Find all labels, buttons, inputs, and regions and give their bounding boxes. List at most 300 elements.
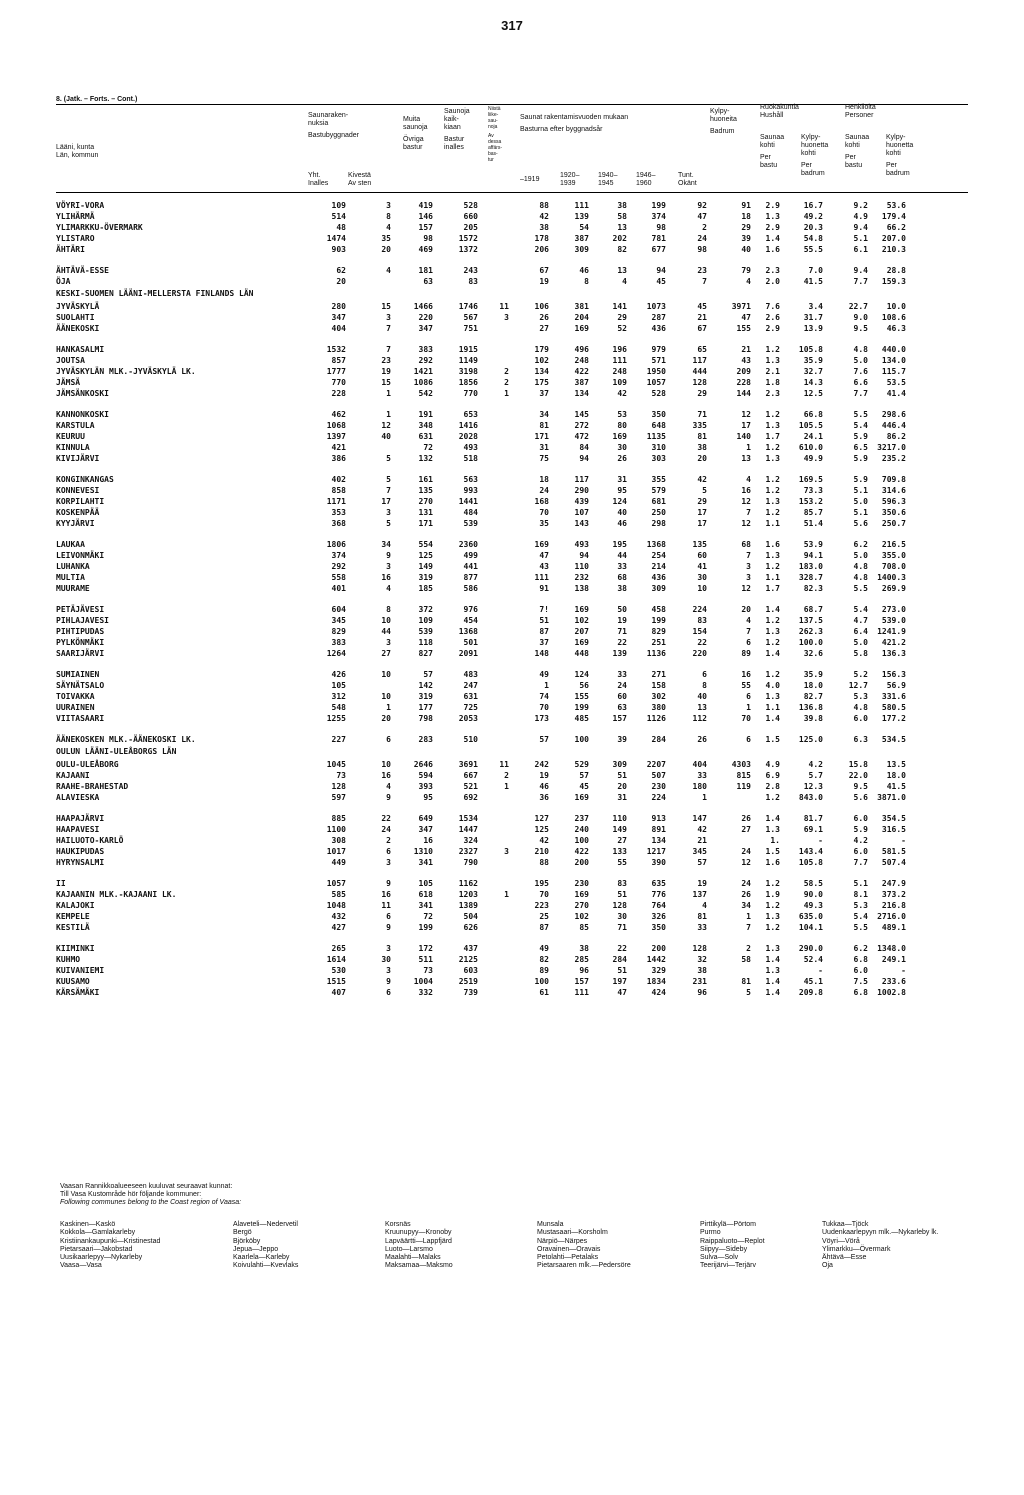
cell-col-12: 1.3 [765, 356, 780, 365]
row-gap [0, 464, 1024, 474]
cell-col-15: 1348.0 [877, 944, 906, 953]
cell-col-5: 2 [504, 771, 509, 780]
cell-col-13: 105.8 [798, 858, 823, 867]
cell-col-10: 96 [697, 988, 707, 997]
cell-col-5: 1 [504, 389, 509, 398]
cell-col-11: 26 [741, 890, 751, 899]
cell-col-7: 285 [574, 955, 589, 964]
cell-col-12: 1.3 [765, 692, 780, 701]
cell-col-2: 30 [381, 955, 391, 964]
cell-col-12: 4.0 [765, 681, 780, 690]
cell-col-12: 1.6 [765, 540, 780, 549]
cell-col-10: 83 [697, 616, 707, 625]
cell-col-1: 345 [331, 616, 346, 625]
cell-col-13: 45.1 [803, 977, 823, 986]
cell-col-3: 319 [418, 692, 433, 701]
cell-col-4: 3198 [458, 367, 478, 376]
cell-col-9: 98 [656, 223, 666, 232]
cell-col-4: 1162 [458, 879, 478, 888]
cell-col-4: 2091 [458, 649, 478, 658]
table-row [0, 323, 1024, 334]
cell-col-11: 3 [746, 573, 751, 582]
table-row [0, 496, 1024, 507]
cell-col-7: 169 [574, 324, 589, 333]
municipality-entry: Pirttikylä—Pörtom [700, 1221, 757, 1228]
cell-col-7: 94 [579, 454, 589, 463]
cell-col-3: 2646 [413, 760, 433, 769]
cell-col-9: 287 [651, 313, 666, 322]
cell-col-8: 30 [617, 443, 627, 452]
cell-col-8: 55 [617, 858, 627, 867]
municipality-entry: Kokkola—Gamlakarleby [60, 1229, 136, 1237]
cell-col-10: 92 [697, 201, 707, 210]
cell-col-2: 27 [381, 649, 391, 658]
cell-col-10: 224 [692, 605, 707, 614]
cell-col-8: 51 [617, 771, 627, 780]
cell-col-2: 6 [386, 988, 391, 997]
cell-col-9: 1126 [646, 714, 666, 723]
cell-col-12: 2.8 [765, 782, 780, 791]
cell-col-1: 558 [331, 573, 346, 582]
municipality-name: YLISTARO [56, 234, 95, 243]
cell-col-13: 137.5 [798, 616, 823, 625]
cell-col-3: 95 [423, 793, 433, 802]
cell-col-15: 373.2 [881, 890, 906, 899]
cell-col-13: 35.9 [803, 356, 823, 365]
municipality-name: KESTILÄ [56, 923, 90, 932]
header-year-1919: –1919 [520, 176, 540, 183]
cell-col-8: 111 [612, 356, 627, 365]
municipality-name: KYYJÄRVI [56, 519, 95, 528]
cell-col-9: 635 [651, 879, 666, 888]
cell-col-3: 1466 [413, 302, 433, 311]
cell-col-15: 10.0 [886, 302, 906, 311]
cell-col-2: 8 [386, 605, 391, 614]
municipality-entry: Oja [822, 1262, 833, 1270]
cell-col-13: 328.7 [798, 573, 823, 582]
cell-col-11: 5 [746, 988, 751, 997]
cell-col-8: 46 [617, 519, 627, 528]
cell-col-14: 4.7 [853, 616, 868, 625]
cell-col-11: 12 [741, 497, 751, 506]
table-row [0, 507, 1024, 518]
cell-col-12: 1.8 [765, 378, 780, 387]
cell-col-10: 22 [697, 638, 707, 647]
cell-col-15: 581.5 [881, 847, 906, 856]
cell-col-13: 105.5 [798, 421, 823, 430]
cell-col-2: 6 [386, 847, 391, 856]
cell-col-13: 153.2 [798, 497, 823, 506]
cell-col-2: 40 [381, 432, 391, 441]
cell-col-4: 3691 [458, 760, 478, 769]
cell-col-14: 8.1 [853, 890, 868, 899]
cell-col-10: 117 [692, 356, 707, 365]
cell-col-6: 47 [539, 551, 549, 560]
cell-col-15: 86.2 [886, 432, 906, 441]
cell-col-9: 436 [651, 573, 666, 582]
municipality-name: HAILUOTO-KARLÖ [56, 836, 124, 845]
cell-col-13: 18.0 [803, 681, 823, 690]
cell-col-10: 45 [697, 302, 707, 311]
cell-col-10: 38 [697, 966, 707, 975]
table-row [0, 233, 1024, 244]
cell-col-8: 53 [617, 410, 627, 419]
cell-col-15: - [901, 836, 906, 845]
cell-col-13: 32.7 [803, 367, 823, 376]
cell-col-12: 2.6 [765, 313, 780, 322]
cell-col-4: 539 [463, 519, 478, 528]
table-row [0, 366, 1024, 377]
cell-col-9: 458 [651, 605, 666, 614]
cell-col-1: 1100 [326, 825, 346, 834]
cell-col-15: 1400.3 [877, 573, 906, 582]
cell-col-11: 7 [746, 551, 751, 560]
cell-col-8: 248 [612, 367, 627, 376]
cell-col-14: 5.1 [853, 879, 868, 888]
cell-col-15: 46.3 [886, 324, 906, 333]
cell-col-2: 6 [386, 735, 391, 744]
cell-col-12: 1.4 [765, 988, 780, 997]
cell-col-12: 1.2 [765, 410, 780, 419]
cell-col-4: 2360 [458, 540, 478, 549]
cell-col-3: 16 [423, 836, 433, 845]
municipality-entry: Korsnäs [385, 1221, 411, 1228]
cell-col-2: 3 [386, 858, 391, 867]
cell-col-13: 125.0 [798, 735, 823, 744]
cell-col-1: 514 [331, 212, 346, 221]
cell-col-10: 1 [702, 793, 707, 802]
cell-col-6: 36 [539, 793, 549, 802]
cell-col-6: 25 [539, 912, 549, 921]
municipality-name: PIHLAJAVESI [56, 616, 109, 625]
cell-col-15: 156.3 [881, 670, 906, 679]
municipality-entry: Uusikaarlepyy—Nykarleby [60, 1254, 143, 1262]
cell-col-7: 100 [574, 735, 589, 744]
cell-col-14: 7.7 [853, 389, 868, 398]
cell-col-8: 38 [617, 201, 627, 210]
cell-col-1: 1017 [326, 847, 346, 856]
cell-col-2: 7 [386, 324, 391, 333]
cell-col-4: 563 [463, 475, 478, 484]
cell-col-13: 31.7 [803, 313, 823, 322]
row-gap [0, 594, 1024, 604]
cell-col-1: 280 [331, 302, 346, 311]
cell-col-3: 125 [418, 551, 433, 560]
header-kivesta: Kivestä Av sten [348, 172, 372, 187]
cell-col-8: 19 [617, 616, 627, 625]
cell-col-14: 6.0 [853, 847, 868, 856]
municipality-name: YLIMARKKU-ÖVERMARK [56, 223, 143, 232]
cell-col-1: 353 [331, 508, 346, 517]
cell-col-6: 51 [539, 616, 549, 625]
cell-col-15: 534.5 [881, 735, 906, 744]
municipality-name: SUOLAHTI [56, 313, 95, 322]
cell-col-14: 5.1 [853, 486, 868, 495]
cell-col-9: 374 [651, 212, 666, 221]
cell-col-11: 1 [746, 443, 751, 452]
cell-col-7: 45 [579, 782, 589, 791]
cell-col-1: 1068 [326, 421, 346, 430]
cell-col-3: 542 [418, 389, 433, 398]
cell-col-14: 5.9 [853, 432, 868, 441]
cell-col-15: 179.4 [881, 212, 906, 221]
municipality-column [385, 1221, 453, 1271]
cell-col-11: 4 [746, 616, 751, 625]
cell-col-11: 12 [741, 858, 751, 867]
cell-col-14: 5.4 [853, 912, 868, 921]
cell-col-9: 1950 [646, 367, 666, 376]
cell-col-15: 316.5 [881, 825, 906, 834]
cell-col-11: 55 [741, 681, 751, 690]
cell-col-13: 73.3 [803, 486, 823, 495]
cell-col-15: 235.2 [881, 454, 906, 463]
cell-col-4: 667 [463, 771, 478, 780]
cell-col-6: 210 [534, 847, 549, 856]
cell-col-3: 1086 [413, 378, 433, 387]
cell-col-3: 72 [423, 443, 433, 452]
cell-col-10: 128 [692, 378, 707, 387]
cell-col-7: 110 [574, 562, 589, 571]
municipality-name: JÄMSÄNKOSKI [56, 389, 109, 398]
table-row [0, 453, 1024, 464]
cell-col-6: 89 [539, 966, 549, 975]
cell-col-3: 511 [418, 955, 433, 964]
cell-col-8: 309 [612, 760, 627, 769]
municipality-name: ÄÄNEKOSKEN MLK.-ÄÄNEKOSKI LK. [56, 735, 196, 744]
cell-col-10: 112 [692, 714, 707, 723]
cell-col-9: 94 [656, 266, 666, 275]
cell-col-9: 424 [651, 988, 666, 997]
cell-col-6: 18 [539, 475, 549, 484]
municipality-name: HYRYNSALMI [56, 858, 105, 867]
cell-col-14: 6.1 [853, 245, 868, 254]
table-row [0, 355, 1024, 366]
cell-col-14: 5.9 [853, 825, 868, 834]
municipality-entry: Teerijärvi—Terjärv [700, 1262, 757, 1270]
municipality-entry: Närpiö—Närpes [537, 1237, 588, 1245]
cell-col-13: 290.0 [798, 944, 823, 953]
cell-col-1: 1264 [326, 649, 346, 658]
cell-col-10: 8 [702, 681, 707, 690]
cell-col-15: 66.2 [886, 223, 906, 232]
cell-col-8: 50 [617, 605, 627, 614]
cell-col-3: 419 [418, 201, 433, 210]
cell-col-9: 390 [651, 858, 666, 867]
cell-col-11: 144 [736, 389, 751, 398]
cell-col-15: 207.0 [881, 234, 906, 243]
cell-col-1: 432 [331, 912, 346, 921]
cell-col-10: 33 [697, 771, 707, 780]
cell-col-10: 33 [697, 923, 707, 932]
cell-col-4: 751 [463, 324, 478, 333]
cell-col-1: 426 [331, 670, 346, 679]
table-row [0, 604, 1024, 615]
cell-col-3: 118 [418, 638, 433, 647]
cell-col-13: 24.1 [803, 432, 823, 441]
cell-col-2: 1 [386, 703, 391, 712]
cell-col-1: 462 [331, 410, 346, 419]
cell-col-6: 148 [534, 649, 549, 658]
cell-col-11: 43 [741, 356, 751, 365]
cell-col-8: 42 [617, 389, 627, 398]
cell-col-2: 12 [381, 421, 391, 430]
municipality-name: YLIHÄRMÄ [56, 212, 95, 221]
cell-col-8: 141 [612, 302, 627, 311]
cell-col-3: 1310 [413, 847, 433, 856]
cell-col-11: 6 [746, 692, 751, 701]
cell-col-3: 63 [423, 277, 433, 286]
cell-col-1: 1048 [326, 901, 346, 910]
cell-col-2: 3 [386, 638, 391, 647]
cell-col-9: 303 [651, 454, 666, 463]
header-ruokak-per-sauna: Saunaa kohti Per bastu [760, 134, 785, 169]
cell-col-7: 57 [579, 771, 589, 780]
cell-col-12: 1.2 [765, 670, 780, 679]
cell-col-3: 341 [418, 858, 433, 867]
cell-col-7: 96 [579, 966, 589, 975]
header-saunarakennuksia: Saunaraken- nuksia Bastubyggnader [308, 112, 359, 139]
municipality-name: OULU-ULEÅBORG [56, 760, 119, 769]
table-row [0, 265, 1024, 276]
cell-col-8: 195 [612, 540, 627, 549]
municipality-column [60, 1221, 160, 1271]
cell-col-12: 1.3 [765, 912, 780, 921]
table-continuation-title: 8. (Jatk. – Forts. – Cont.) [56, 96, 138, 103]
cell-col-15: 247.9 [881, 879, 906, 888]
header-col-name: Lääni, kunta Län, kommun [56, 144, 99, 159]
cell-col-6: 70 [539, 890, 549, 899]
cell-col-2: 3 [386, 201, 391, 210]
cell-col-4: 499 [463, 551, 478, 560]
cell-col-8: 124 [612, 497, 627, 506]
cell-col-8: 4 [622, 277, 627, 286]
cell-col-2: 11 [381, 901, 391, 910]
cell-col-12: 1. [770, 836, 780, 845]
cell-col-8: 60 [617, 692, 627, 701]
cell-col-1: 858 [331, 486, 346, 495]
cell-col-1: 308 [331, 836, 346, 845]
municipality-entry: Pietarsaari—Jakobstad [60, 1245, 133, 1253]
cell-col-13: 610.0 [798, 443, 823, 452]
cell-col-5: 11 [499, 760, 509, 769]
cell-col-3: 469 [418, 245, 433, 254]
cell-col-13: 54.8 [803, 234, 823, 243]
cell-col-14: 9.5 [853, 324, 868, 333]
cell-col-10: 147 [692, 814, 707, 823]
municipality-name: LUHANKA [56, 562, 90, 571]
cell-col-6: 34 [539, 410, 549, 419]
cell-col-3: 393 [418, 782, 433, 791]
cell-col-15: 314.6 [881, 486, 906, 495]
municipality-entry: Kruunupyy—Kronoby [385, 1229, 452, 1237]
cell-col-11: 4303 [731, 760, 751, 769]
municipality-name: ALAVIESKA [56, 793, 100, 802]
cell-col-3: 177 [418, 703, 433, 712]
cell-col-6: 67 [539, 266, 549, 275]
cell-col-13: 12.3 [803, 782, 823, 791]
cell-col-14: 6.2 [853, 944, 868, 953]
cell-col-6: 106 [534, 302, 549, 311]
cell-col-12: 1.6 [765, 245, 780, 254]
cell-col-8: 202 [612, 234, 627, 243]
cell-col-1: 1614 [326, 955, 346, 964]
cell-col-2: 2 [386, 836, 391, 845]
table-row [0, 648, 1024, 659]
cell-col-15: 355.0 [881, 551, 906, 560]
cell-col-11: 4 [746, 277, 751, 286]
cell-col-9: 158 [651, 681, 666, 690]
cell-col-13: 4.2 [808, 760, 823, 769]
cell-col-10: 135 [692, 540, 707, 549]
cell-col-15: 115.7 [881, 367, 906, 376]
cell-col-12: 1.3 [765, 944, 780, 953]
cell-col-2: 3 [386, 313, 391, 322]
cell-col-10: 19 [697, 879, 707, 888]
municipality-name: KONNEVESI [56, 486, 100, 495]
cell-col-13: 136.8 [798, 703, 823, 712]
municipality-entry: Mustasaari—Korsholm [537, 1229, 608, 1237]
cell-col-9: 310 [651, 443, 666, 452]
municipality-name: ÄÄNEKOSKI [56, 324, 100, 333]
cell-col-4: 510 [463, 735, 478, 744]
cell-col-7: 309 [574, 245, 589, 254]
cell-col-2: 35 [381, 234, 391, 243]
cell-col-1: 374 [331, 551, 346, 560]
cell-col-7: 138 [574, 584, 589, 593]
cell-col-10: 98 [697, 245, 707, 254]
municipality-name: RAAHE-BRAHESTAD [56, 782, 129, 791]
cell-col-2: 1 [386, 410, 391, 419]
cell-col-3: 332 [418, 988, 433, 997]
cell-col-7: 381 [574, 302, 589, 311]
cell-col-15: 249.1 [881, 955, 906, 964]
cell-col-6: 75 [539, 454, 549, 463]
cell-col-12: 1.2 [765, 793, 780, 802]
cell-col-13: 3.4 [808, 302, 823, 311]
cell-col-8: 284 [612, 955, 627, 964]
municipality-name: ÖJA [56, 277, 71, 286]
cell-col-3: 649 [418, 814, 433, 823]
cell-col-13: 51.4 [803, 519, 823, 528]
cell-col-4: 1441 [458, 497, 478, 506]
cell-col-12: 1.3 [765, 497, 780, 506]
cell-col-14: 15.8 [848, 760, 868, 769]
table-row [0, 734, 1024, 745]
cell-col-8: 110 [612, 814, 627, 823]
cell-col-10: 2 [702, 223, 707, 232]
cell-col-1: 1515 [326, 977, 346, 986]
cell-col-15: 539.0 [881, 616, 906, 625]
row-gap [0, 933, 1024, 943]
cell-col-11: 17 [741, 421, 751, 430]
cell-col-9: 891 [651, 825, 666, 834]
cell-col-5: 1 [504, 782, 509, 791]
cell-col-7: 54 [579, 223, 589, 232]
cell-col-9: 1442 [646, 955, 666, 964]
cell-col-3: 1421 [413, 367, 433, 376]
cell-col-12: 1.2 [765, 562, 780, 571]
cell-col-2: 5 [386, 454, 391, 463]
table-row [0, 857, 1024, 868]
cell-col-12: 1.4 [765, 814, 780, 823]
cell-col-10: 17 [697, 508, 707, 517]
cell-col-9: 764 [651, 901, 666, 910]
cell-col-14: 6.0 [853, 714, 868, 723]
cell-col-2: 10 [381, 692, 391, 701]
cell-col-2: 16 [381, 573, 391, 582]
cell-col-1: 228 [331, 389, 346, 398]
cell-col-9: 329 [651, 966, 666, 975]
